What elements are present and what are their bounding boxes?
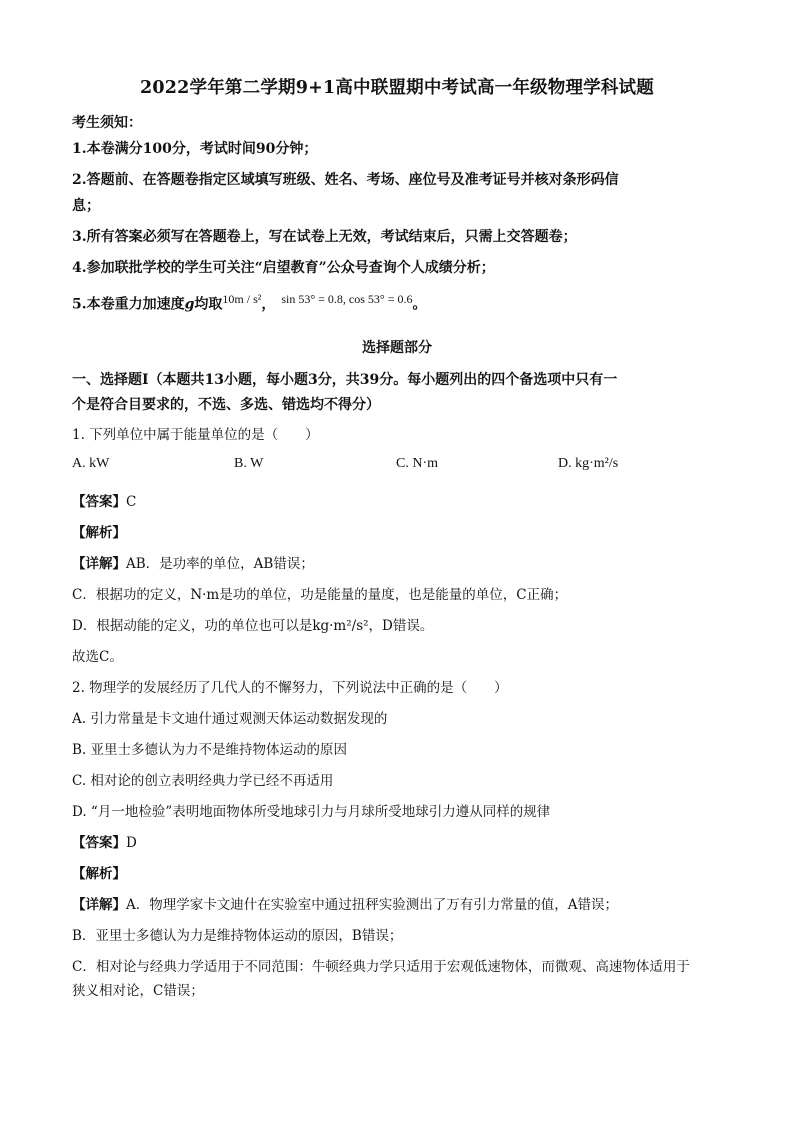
notice-item-1: 1.本卷满分100分，考试时间90分钟； (72, 141, 318, 157)
notice-item-5-comma: ， (261, 296, 276, 313)
notice-item-5-end: 。 (412, 296, 427, 313)
q2-detail-2: B．亚里士多德认为力是维持物体运动的原因，B错误； (72, 927, 403, 944)
q1-analysis (72, 523, 722, 543)
q2-analysis (72, 864, 722, 884)
detail-tag: 【详解】 (72, 555, 126, 572)
notice-item-2: 2.答题前、在答题卷指定区域填写班级、姓名、考场、座位号及准考证号并核对条形码信 (72, 172, 619, 188)
notice-section (72, 113, 722, 315)
q2-option-d: D. “月一地检验”表明地面物体所受地球引力与月球所受地球引力遵从同样的规律 (72, 803, 551, 820)
part1-heading (72, 369, 722, 417)
q2-option-c: C. 相对论的创立表明经典力学已经不再适用 (72, 772, 334, 789)
notice-item-5 (72, 289, 722, 315)
notice-item-5-prefix: 5.本卷重力加速度 (72, 296, 185, 313)
q1-detail-text-1: AB．是功率的单位，AB错误； (126, 555, 314, 572)
q2-detail-4: 狭义相对论，C错误； (72, 982, 204, 999)
q2-option-a: A. 引力常量是卡文迪什通过观测天体运动数据发现的 (72, 710, 388, 727)
q1-option-a: A. kW (72, 455, 110, 471)
q1-stem: 1. 下列单位中属于能量单位的是（ ） (72, 426, 319, 443)
notice-heading: 考生须知： (72, 115, 142, 131)
analysis-tag: 【解析】 (72, 865, 126, 882)
q2-stem: 2. 物理学的发展经历了几代人的不懈努力，下列说法中正确的是（ ） (72, 679, 508, 696)
gravity-symbol: g (184, 296, 195, 313)
question-1 (72, 425, 722, 667)
q1-option-c: C. N·m (396, 455, 438, 471)
section-title: 选择题部分 (362, 339, 432, 356)
answer-tag: 【答案】 (72, 493, 126, 510)
trig-values: sin 53° = 0.8, cos 53° = 0.6 (281, 292, 413, 306)
q1-detail-3: D．根据动能的定义，功的单位也可以是kg·m²/s²，D错误。 (72, 617, 434, 634)
q2-option-b: B. 亚里士多德认为力不是维持物体运动的原因 (72, 741, 348, 758)
q1-detail-2: C．根据功的定义，N·m是功的单位，功是能量的量度，也是能量的单位，C正确； (72, 586, 568, 603)
question-2 (72, 678, 722, 1001)
q1-answer (72, 492, 722, 512)
q1-option-b: B. W (234, 455, 264, 471)
q2-detail-1 (72, 895, 722, 915)
exam-title: 2022学年第二学期9+1高中联盟期中考试高一年级物理学科试题 (140, 78, 654, 98)
notice-item-3: 3.所有答案必须写在答题卷上，写在试卷上无效，考试结束后，只需上交答题卷； (72, 229, 577, 245)
part1-line-2: 个是符合目要求的，不选、多选、错选均不得分） (72, 396, 380, 413)
analysis-tag: 【解析】 (72, 524, 126, 541)
q2-detail-text-1: A．物理学家卡文迪什在实验室中通过扭秤实验测出了万有引力常量的值，A错误； (126, 896, 618, 913)
q1-detail-4: 故选C。 (72, 648, 123, 665)
q2-answer-value: D (126, 834, 137, 851)
notice-item-2-cont: 息； (72, 198, 100, 214)
q1-option-d: D. kg·m²/s (558, 455, 619, 471)
gravity-value: 10m / s² (222, 292, 262, 306)
q2-answer (72, 833, 722, 853)
q1-detail-1 (72, 554, 722, 574)
notice-item-4: 4.参加联批学校的学生可关注“启望教育”公众号查询个人成绩分析； (72, 260, 495, 276)
notice-item-5-mid: 均取 (194, 296, 223, 313)
part1-line-1: 一、选择题Ⅰ（本题共13小题，每小题3分，共39分。每小题列出的四个备选项中只有一 (72, 371, 618, 388)
q2-detail-3: C．相对论与经典力学适用于不同范围：牛顿经典力学只适用于宏观低速物体，而微观、高速物体适用于 (72, 958, 690, 975)
answer-tag: 【答案】 (72, 834, 126, 851)
q1-options (72, 456, 722, 472)
detail-tag: 【详解】 (72, 896, 126, 913)
q1-answer-value: C (126, 493, 137, 510)
